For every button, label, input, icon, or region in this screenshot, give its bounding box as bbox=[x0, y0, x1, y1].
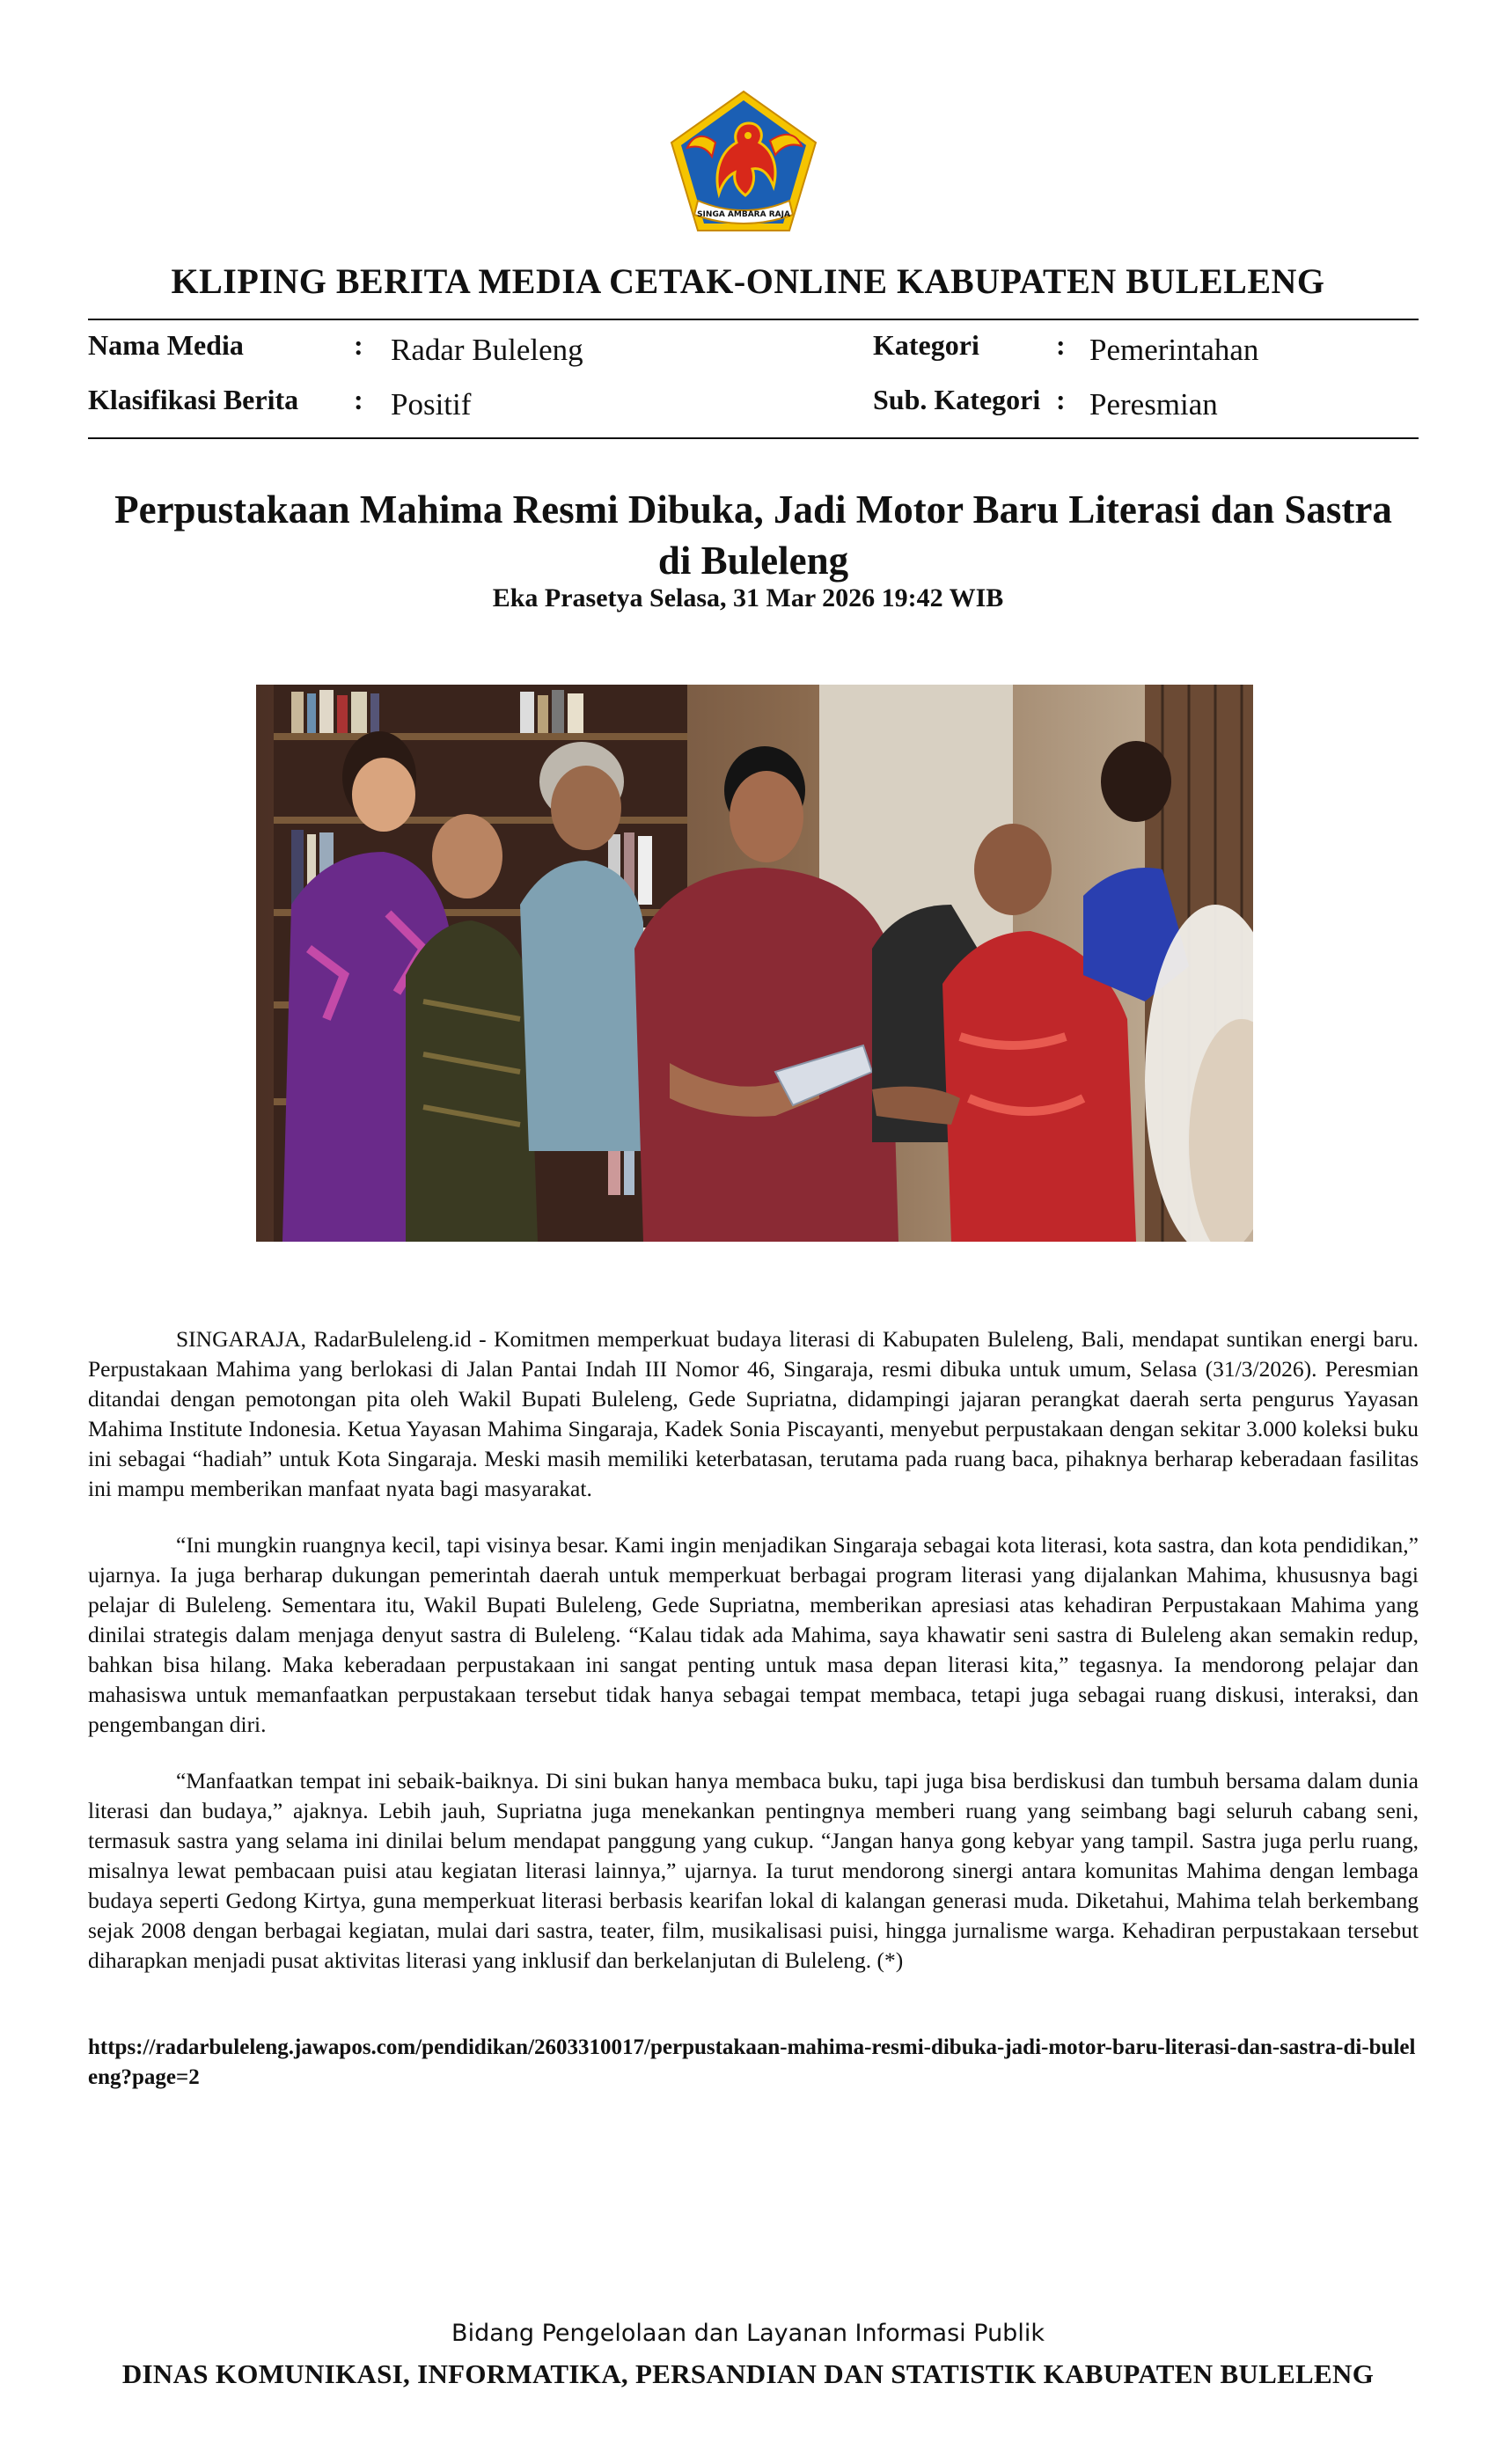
subcategory-value: Peresmian bbox=[1089, 387, 1218, 422]
article-paragraph-2: “Ini mungkin ruangnya kecil, tapi visinya besar. Kami ingin menjadikan Singaraja sebagai kota literasi, kota sastra, dan kota pendidikan,” ujarnya. Ia juga berharap dukungan pemerintah daerah untuk memperkuat berbagai program literasi yang dijalankan Mahima, khususnya bagi pelajar di Buleleng. Sementara itu, Wakil Bupati Buleleng, Gede Supriatna, memberikan apresiasi atas kehadiran Perpustakaan Mahima yang dinilai strategis dalam menjaga denyut sastra di Buleleng. “Kalau tidak ada Mahima, saya khawatir seni sastra di Buleleng akan semakin redup, bahkan bisa hilang. Maka keberadaan perpustakaan ini sangat penting untuk masa depan literasi kita,” tegasnya. Ia mendorong pelajar dan mahasiswa untuk memanfaatkan perpustakaan tersebut tidak hanya sebagai tempat membaca, tetapi juga sebagai ruang diskusi, interaksi, dan pengembangan diri. bbox=[88, 1532, 1419, 1737]
classification-colon: : bbox=[354, 384, 363, 415]
article-headline: Perpustakaan Mahima Resmi Dibuka, Jadi Motor Baru Literasi dan Sastra di Buleleng bbox=[114, 488, 1392, 583]
footer-unit: Bidang Pengelolaan dan Layanan Informasi Publik bbox=[451, 2320, 1045, 2347]
article-photo bbox=[256, 685, 1253, 1242]
header-divider-top bbox=[88, 319, 1419, 320]
article-paragraph-3: “Manfaatkan tempat ini sebaik-baiknya. Di sini bukan hanya membaca buku, tapi juga bisa berdiskusi dan tumbuh bersama dalam dunia literasi dan budaya,” ajaknya. Lebih jauh, Supriatna juga menekankan pentingnya memberi ruang yang seimbang bagi seluruh cabang seni, termasuk sastra yang selama ini dinilai belum mendapat panggung yang cukup. “Jangan hanya gong kebyar yang tampil. Sastra juga perlu ruang, misalnya lewat pembacaan puisi atau kegiatan literasi lainnya,” ujarnya. Ia turut mendorong sinergi antara komunitas Mahima dengan lembaga budaya seperti Gedong Kirtya, guna memperkuat literasi berbasis kearifan lokal di kalangan generasi muda. Diketahui, Mahima telah berkembang sejak 2008 dengan berbagai kegiatan, mulai dari sastra, teater, film, musikalisasi puisi, hingga jurnalisme warga. Kehadiran perpustakaan tersebut diharapkan menjadi pusat aktivitas literasi yang inklusif dan berkelanjutan di Buleleng. (*) bbox=[88, 1768, 1419, 1973]
article-body bbox=[88, 1324, 1419, 2002]
subcategory-label: Sub. Kategori bbox=[873, 384, 1041, 415]
source-link[interactable]: https://radarbuleleng.jawapos.com/pendidikan/2603310017/perpustakaan-mahima-resmi-dibuka-jadi-motor-baru-literasi-dan-sastra-di-buleleng?page=2 bbox=[88, 2035, 1416, 2089]
footer-agency: DINAS KOMUNIKASI, INFORMATIKA, PERSANDIAN DAN STATISTIK KABUPATEN BULELENG bbox=[121, 2358, 1375, 2389]
media-label: Nama Media bbox=[88, 329, 244, 361]
classification-label: Klasifikasi Berita bbox=[88, 384, 299, 415]
header-divider-bottom bbox=[88, 437, 1419, 439]
category-colon: : bbox=[1056, 329, 1066, 361]
regency-emblem-logo bbox=[664, 88, 823, 238]
subcategory-colon: : bbox=[1056, 384, 1066, 415]
emblem-icon bbox=[664, 88, 823, 238]
emblem-ribbon-text: SINGA AMBARA RAJA bbox=[697, 210, 790, 219]
article-byline: Eka Prasetya Selasa, 31 Mar 2026 19:42 WIB bbox=[492, 583, 1004, 612]
category-label: Kategori bbox=[873, 329, 979, 361]
category-value: Pemerintahan bbox=[1089, 333, 1259, 367]
library-opening-photo bbox=[256, 685, 1253, 1242]
article-paragraph-1: SINGARAJA, RadarBuleleng.id - Komitmen memperkuat budaya literasi di Kabupaten Buleleng, Bali, mendapat suntikan energi baru. Perpustakaan Mahima yang berlokasi di Jalan Pantai Indah III Nomor 46, Singaraja, resmi dibuka untuk umum, Selasa (31/3/2026). Peresmian ditandai dengan pemotongan pita oleh Wakil Bupati Buleleng, Gede Supriatna, didampingi jajaran perangkat daerah serta pengurus Yayasan Mahima Institute Indonesia. Ketua Yayasan Mahima Singaraja, Kadek Sonia Piscayanti, menyebut perpustakaan dengan sekitar 3.000 koleksi buku ini sebagai “hadiah” untuk Kota Singaraja. Meski masih memiliki keterbatasan, terutama pada ruang baca, pihaknya berharap keberadaan fasilitas ini mampu memberikan manfaat nyata bagi masyarakat. bbox=[88, 1326, 1419, 1501]
document-title: KLIPING BERITA MEDIA CETAK-ONLINE KABUPATEN BULELENG bbox=[171, 261, 1325, 301]
classification-value: Positif bbox=[391, 387, 472, 422]
media-value: Radar Buleleng bbox=[391, 333, 583, 367]
media-colon: : bbox=[354, 329, 363, 361]
